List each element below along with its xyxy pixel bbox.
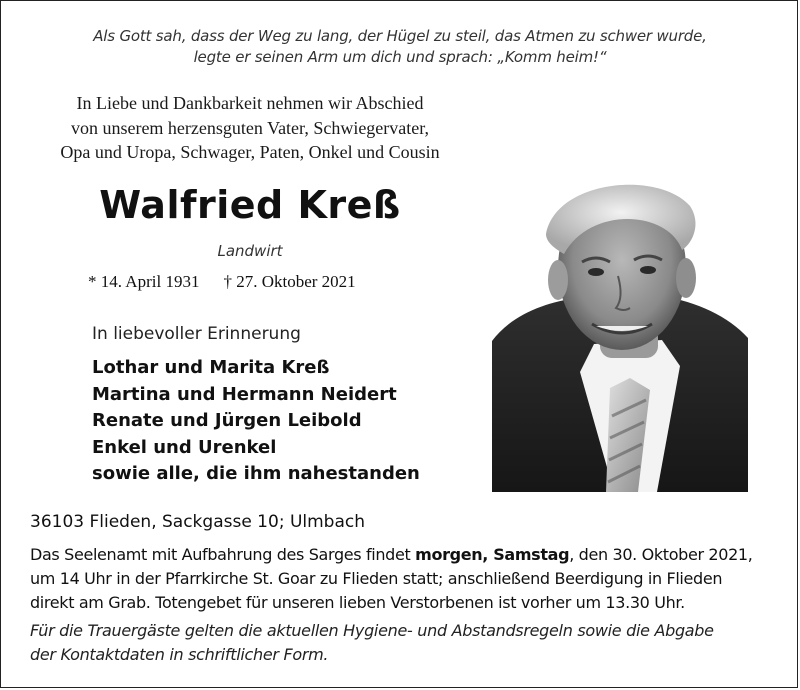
quote-line-2: legte er seinen Arm um dich und sprach: „Komm heim!“ [193, 48, 607, 66]
life-dates [88, 272, 356, 292]
intro-line-1: In Liebe und Dankbarkeit nehmen wir Abschied [76, 93, 424, 113]
portrait-photo [492, 176, 748, 492]
hygiene-notice [30, 619, 775, 667]
service-announcement [30, 543, 775, 615]
mourner-item: Renate und Jürgen Leibold [92, 410, 362, 431]
death-date: † 27. Oktober 2021 [223, 272, 356, 291]
family-address: 36103 Flieden, Sackgasse 10; Ulmbach [30, 512, 366, 532]
quote-line-1: Als Gott sah, dass der Weg zu lang, der Hügel zu steil, das Atmen zu schwer wurde, [93, 27, 707, 45]
intro-line-2: von unserem herzensguten Vater, Schwiegervater, [70, 118, 430, 138]
service-date-text: , den 30. Oktober 2021, [569, 545, 753, 564]
mourner-item: sowie alle, die ihm nahestanden [92, 463, 420, 484]
service-line-3: direkt am Grab. Totengebet für unseren lieben Verstorbenen ist vorher um 13.30 Uhr. [30, 593, 685, 612]
intro-line-3: Opa und Uropa, Schwager, Paten, Onkel und Cousin [60, 142, 440, 162]
hygiene-line-2: der Kontaktdaten in schriftlicher Form. [30, 645, 329, 664]
service-line-2: um 14 Uhr in der Pfarrkirche St. Goar zu Flieden statt; anschließend Beerdigung in Flieden [30, 569, 723, 588]
service-text: Das Seelenamt mit Aufbahrung des Sarges findet [30, 545, 416, 564]
service-day-emphasis: morgen, Samstag [415, 545, 570, 564]
hygiene-line-1: Für die Trauergäste gelten die aktuellen Hygiene- und Abstandsregeln sowie die Abgabe [30, 621, 714, 640]
remembrance-heading: In liebevoller Erinnerung [92, 324, 301, 344]
service-line-1 [30, 543, 775, 567]
mourner-list [92, 355, 420, 488]
mourner-item: Martina und Hermann Neidert [92, 383, 397, 405]
mourner-item: Enkel und Urenkel [92, 436, 277, 458]
deceased-occupation: Landwirt [217, 242, 283, 260]
birth-date: * 14. April 1931 [88, 272, 200, 291]
mourner-item: Lothar und Marita Kreß [92, 357, 330, 378]
deceased-name: Walfried Kreß [99, 183, 401, 227]
